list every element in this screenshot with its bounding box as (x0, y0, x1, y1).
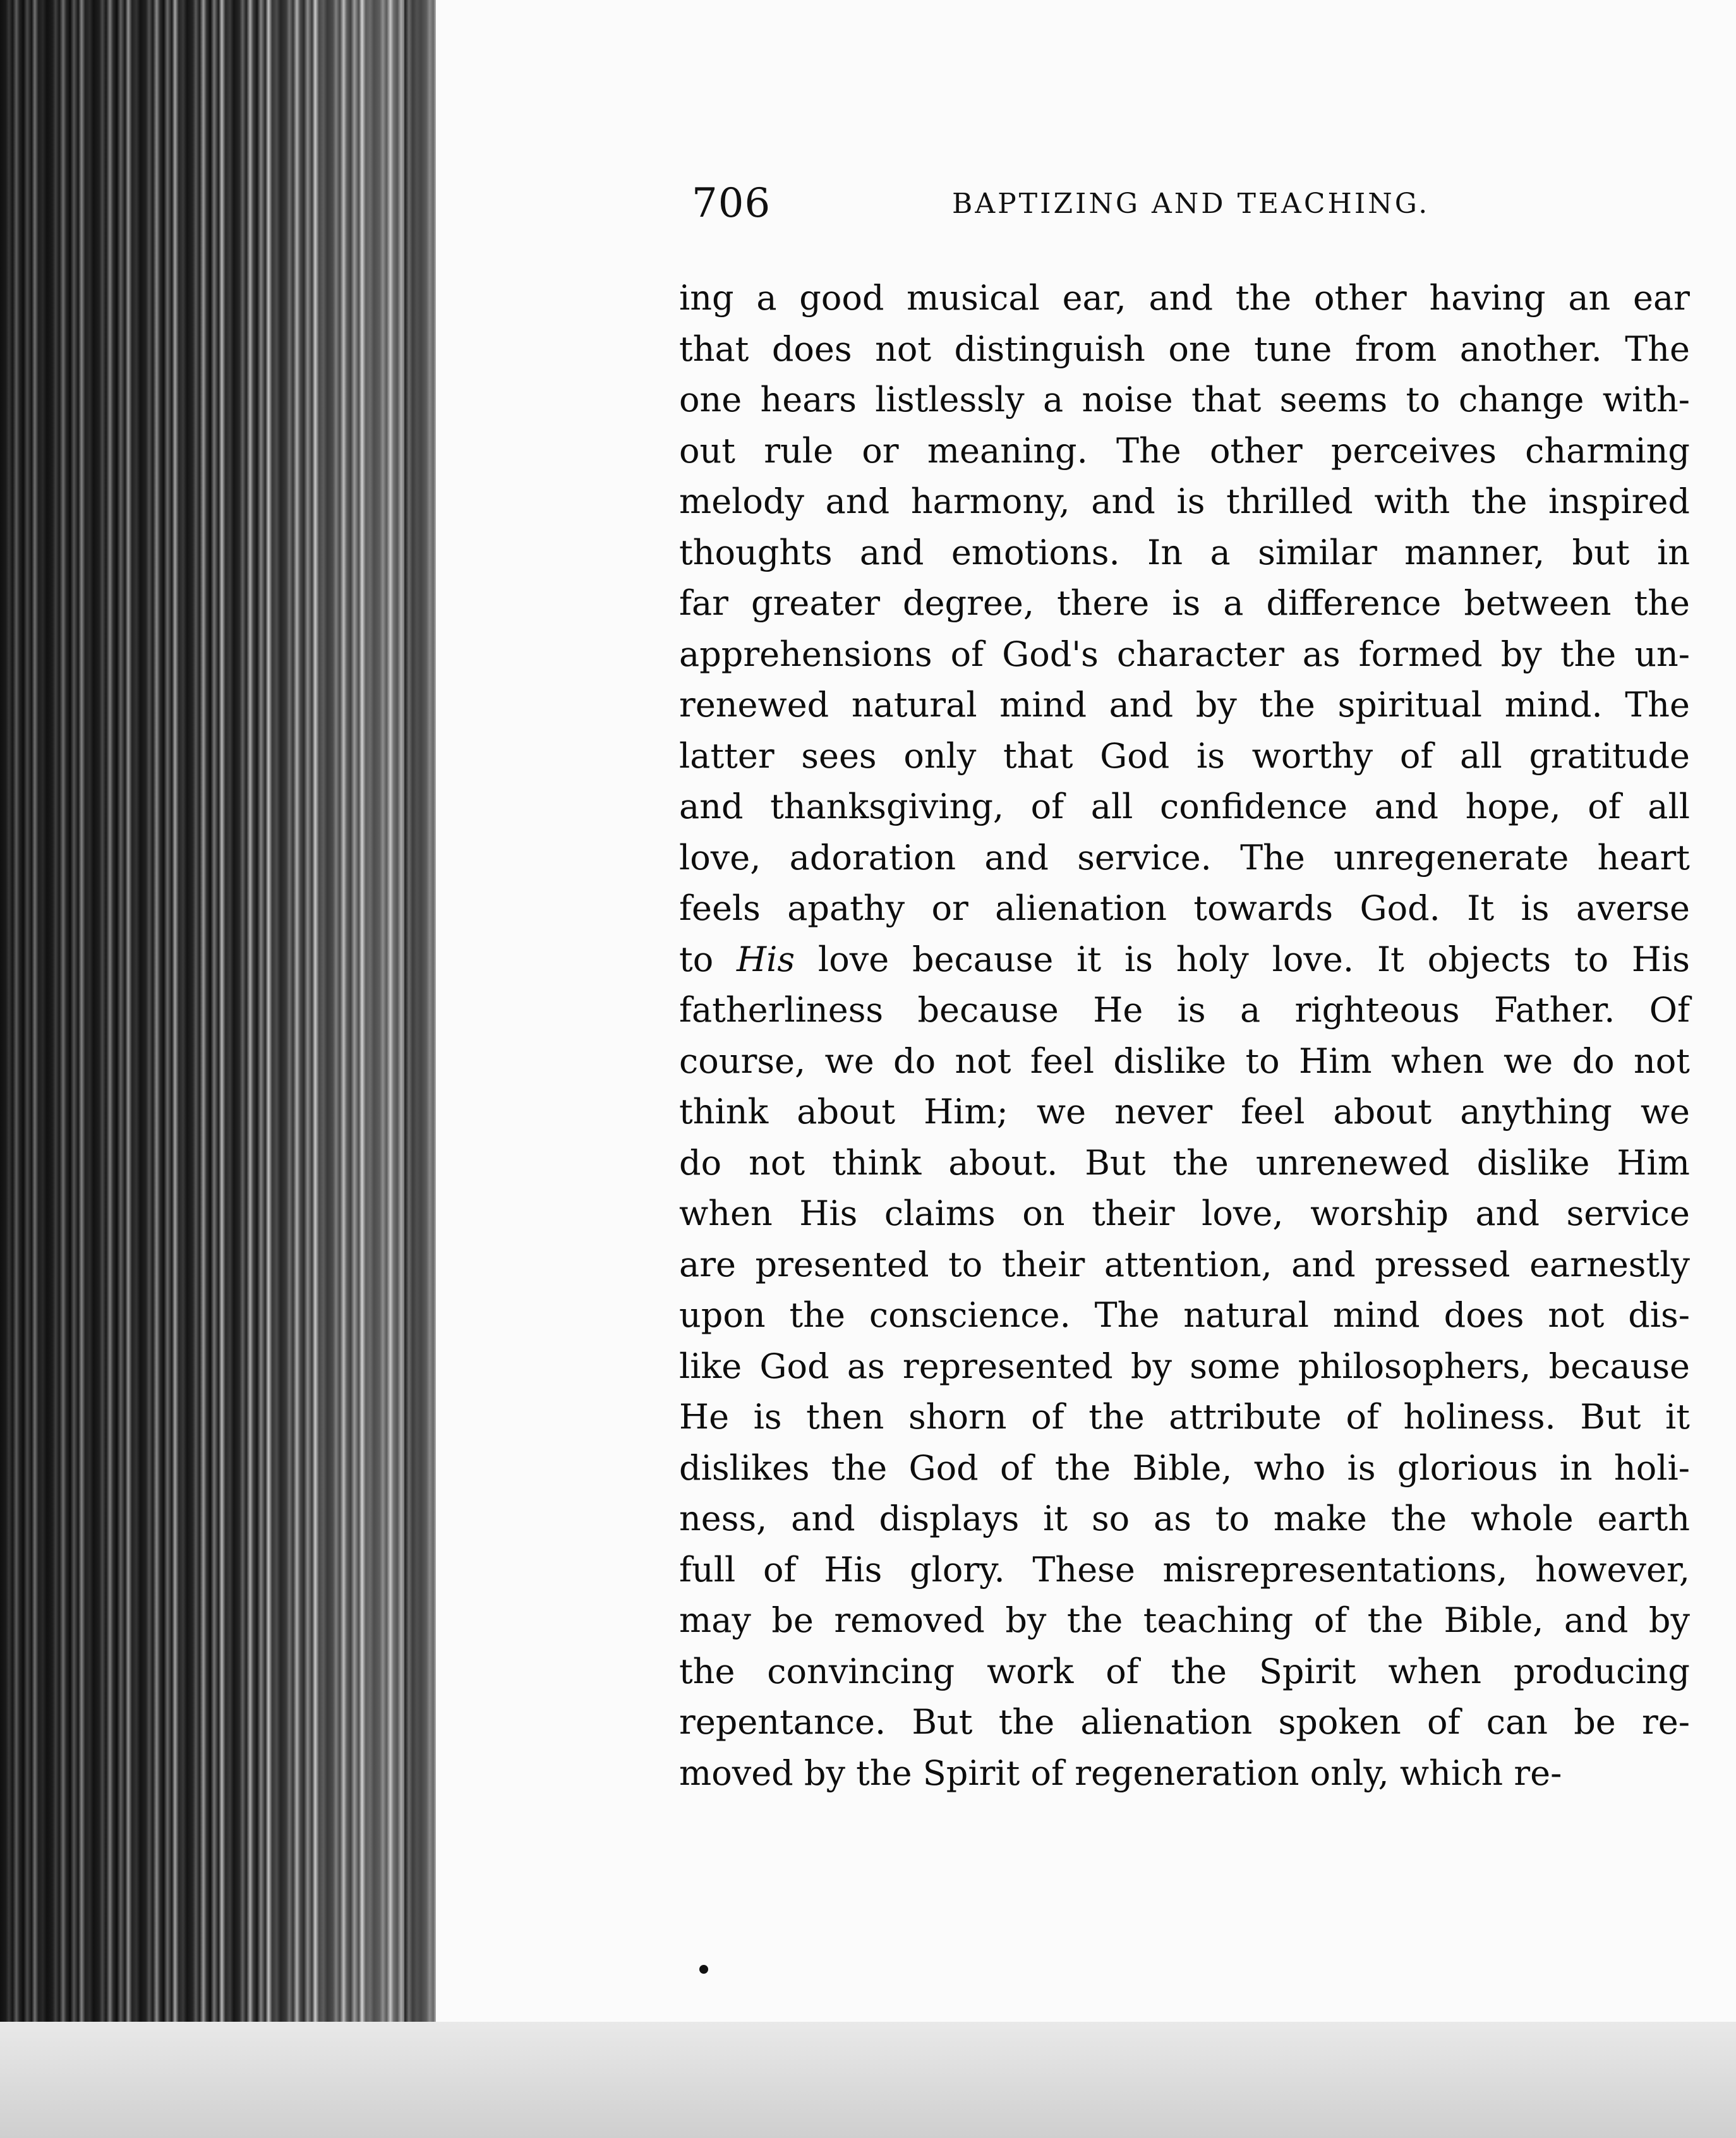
text-line: that does not distinguish one tune from another. The (679, 329, 1690, 369)
text-line-with-italic (679, 934, 1690, 986)
text-line: far greater degree, there is a difference between the (679, 583, 1690, 623)
text-line: dislikes the God of the Bible, who is glorious in holi- (679, 1447, 1690, 1488)
text-line: one hears listlessly a noise that seems to change with- (679, 380, 1690, 420)
text-fragment: to (679, 939, 714, 979)
text-line: like God as represented by some philosophers, because (679, 1346, 1690, 1386)
text-line: renewed natural mind and by the spiritual mind. The (679, 685, 1690, 725)
text-line: moved by the Spirit of regeneration only, which re- (679, 1753, 1562, 1793)
gutter-shadow (404, 0, 436, 2138)
text-line: latter sees only that God is worthy of all gratitude (679, 735, 1690, 776)
text-line: repentance. But the alienation spoken of can be re- (679, 1702, 1690, 1742)
text-line: the convincing work of the Spirit when producing (679, 1651, 1690, 1691)
text-line: ing a good musical ear, and the other having an ear (679, 278, 1690, 318)
body-text (679, 273, 1690, 1799)
ink-speck (699, 1965, 708, 1974)
text-line: think about Him; we never feel about anything we (679, 1092, 1690, 1132)
text-fragment: love because it is holy love. It objects to His (817, 939, 1690, 979)
italic-emphasis: His (737, 939, 795, 979)
text-line: course, we do not feel dislike to Him when we do not (679, 1041, 1690, 1081)
scan-bottom-margin (0, 2022, 1736, 2138)
text-line: may be removed by the teaching of the Bible, and by (679, 1600, 1690, 1640)
page-edge-shading (0, 0, 436, 2138)
page-header (692, 180, 1703, 237)
text-line: apprehensions of God's character as formed by the un- (679, 634, 1690, 674)
text-line: do not think about. But the unrenewed dislike Him (679, 1142, 1690, 1183)
text-line: are presented to their attention, and pressed earnestly (679, 1244, 1690, 1284)
text-line: He is then shorn of the attribute of holiness. But it (679, 1397, 1690, 1437)
running-title: BAPTIZING AND TEACHING. (952, 188, 1430, 220)
text-line: upon the conscience. The natural mind does not dis- (679, 1295, 1690, 1335)
text-line: ness, and displays it so as to make the whole earth (679, 1499, 1690, 1538)
text-line: when His claims on their love, worship and service (679, 1193, 1690, 1233)
text-line: and thanksgiving, of all confidence and hope, of all (679, 787, 1690, 826)
text-line: full of His glory. These misrepresentations, however, (679, 1549, 1690, 1590)
page-number: 706 (692, 180, 771, 227)
text-line: thoughts and emotions. In a similar manner, but in (679, 532, 1690, 572)
text-line: feels apathy or alienation towards God. It is averse (679, 888, 1690, 928)
text-line: love, adoration and service. The unregenerate heart (679, 837, 1690, 878)
text-line: out rule or meaning. The other perceives charming (679, 430, 1690, 471)
text-line: melody and harmony, and is thrilled with the inspired (679, 481, 1690, 521)
text-line: fatherliness because He is a righteous Father. Of (679, 990, 1690, 1030)
